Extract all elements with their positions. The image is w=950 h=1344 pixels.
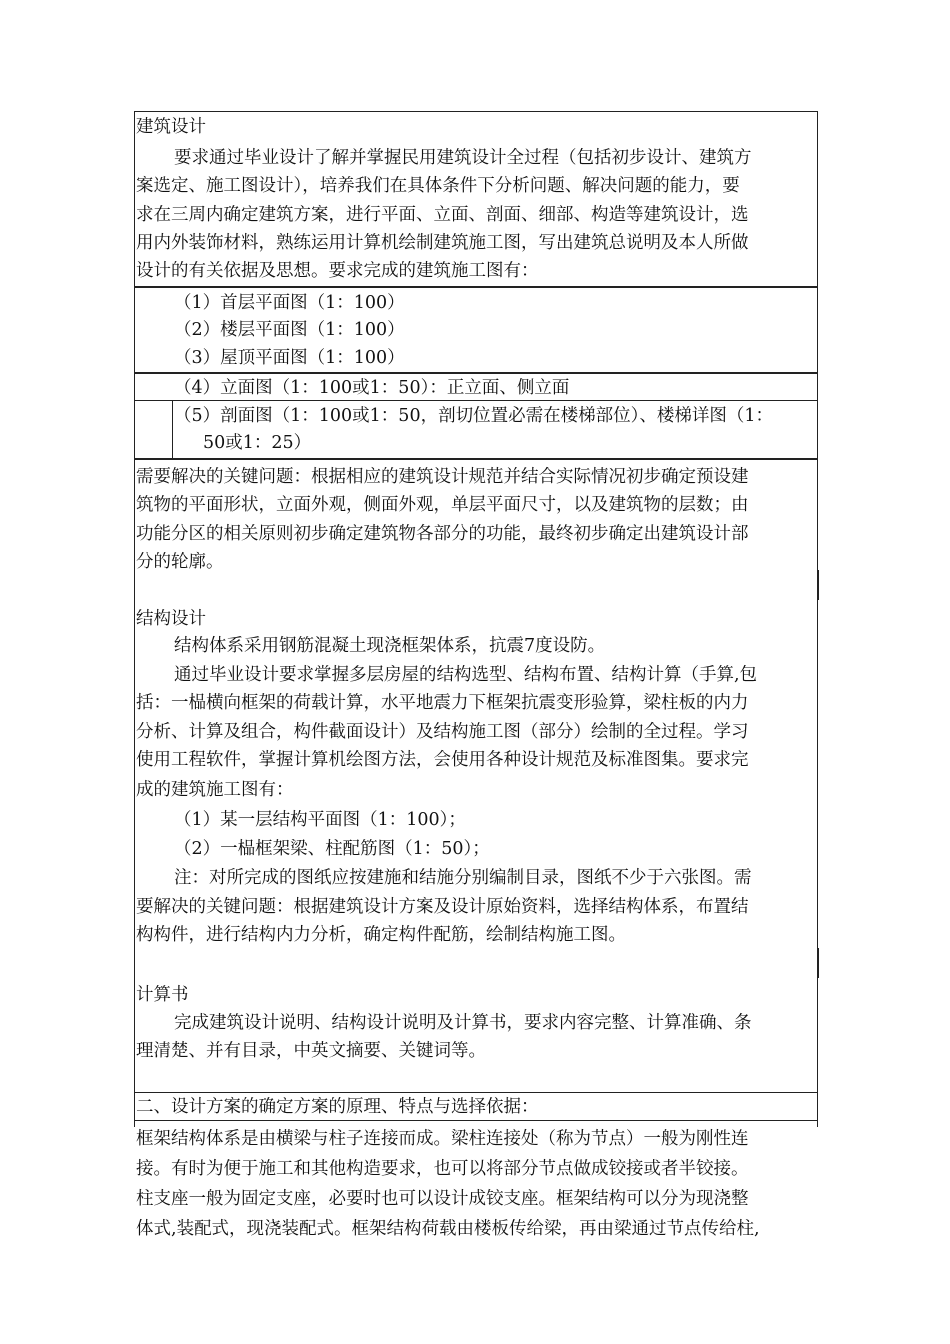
struct-line: （2）一榀框架梁、柱配筋图（1：50）；: [174, 839, 490, 859]
arch-key-line: 分的轮廓。: [136, 552, 224, 572]
rule-item5-left: [172, 400, 173, 458]
arch-item: （5）剖面图（1：100或1：50，剖切位置必需在楼梯部位）、楼梯详图（1：: [174, 406, 773, 426]
rule-items-top: [134, 286, 818, 288]
body-line: 柱支座一般为固定支座，必要时也可以设计成铰支座。框架结构可以分为现浇整: [136, 1189, 749, 1209]
struct-line: 成的建筑施工图有：: [136, 780, 294, 800]
arch-para-line: 案选定、施工图设计），培养我们在具体条件下分析问题、解决问题的能力，要: [136, 176, 740, 196]
body-line: 接。有时为便于施工和其他构造要求，也可以将部分节点做成铰接或者半铰接。: [136, 1159, 749, 1179]
struct-line: 要解决的关键问题：根据建筑设计方案及设计原始资料，选择结构体系，布置结: [136, 897, 749, 917]
rule-mark-a: [817, 570, 819, 600]
arch-para-line: 要求通过毕业设计了解并掌握民用建筑设计全过程（包括初步设计、建筑方: [174, 148, 752, 168]
arch-title: 建筑设计: [136, 117, 206, 137]
rule-left: [134, 111, 135, 1127]
arch-item: （1）首层平面图（1：100）: [174, 293, 405, 313]
arch-para-line: 用内外装饰材料，熟练运用计算机绘制建筑施工图，写出建筑总说明及本人所做: [136, 233, 749, 253]
struct-line: 使用工程软件，掌握计算机绘图方法，会使用各种设计规范及标准图集。要求完: [136, 750, 749, 770]
arch-key-line: 功能分区的相关原则初步确定建筑物各部分的功能，最终初步确定出建筑设计部: [136, 524, 749, 544]
arch-key-line: 筑物的平面形状，立面外观，侧面外观，单层平面尺寸，以及建筑物的层数；由: [136, 495, 749, 515]
rule-section2-top: [134, 1092, 818, 1093]
calc-title: 计算书: [136, 985, 189, 1005]
arch-para-line: 求在三周内确定建筑方案，进行平面、立面、剖面、细部、构造等建筑设计，选: [136, 205, 749, 225]
calc-line: 理清楚、并有目录，中英文摘要、关键词等。: [136, 1041, 486, 1061]
body-line: 体式,装配式，现浇装配式。框架结构荷载由楼板传给梁，再由梁通过节点传给柱,: [136, 1219, 760, 1239]
rule-item4-top: [134, 372, 818, 374]
arch-item: （2）楼层平面图（1：100）: [174, 320, 405, 340]
struct-line: 构构件，进行结构内力分析，确定构件配筋，绘制结构施工图。: [136, 925, 626, 945]
struct-line: 分析、计算及组合，构件截面设计）及结构施工图（部分）绘制的全过程。学习: [136, 722, 749, 742]
rule-key-top: [134, 458, 818, 460]
arch-para-line: 设计的有关依据及思想。要求完成的建筑施工图有：: [136, 261, 539, 281]
rule-section2-bottom: [134, 1120, 818, 1121]
rule-mark-b: [817, 948, 819, 978]
struct-line: 通过毕业设计要求掌握多层房屋的结构选型、结构布置、结构计算（手算,包: [174, 665, 758, 685]
rule-item4-bottom: [134, 400, 818, 401]
struct-line: 括：一榀横向框架的荷载计算，水平地震力下框架抗震变形验算，梁柱板的内力: [136, 693, 749, 713]
struct-line: 注：对所完成的图纸应按建施和结施分别编制目录，图纸不少于六张图。需: [174, 868, 752, 888]
rule-top: [134, 111, 818, 112]
arch-item: （4）立面图（1：100或1：50）：正立面、侧立面: [174, 378, 570, 398]
struct-line: 结构体系采用钢筋混凝土现浇框架体系，抗震7度设防。: [174, 636, 606, 656]
struct-title: 结构设计: [136, 609, 206, 629]
section2-heading: 二、设计方案的确定方案的原理、特点与选择依据：: [136, 1097, 539, 1117]
calc-line: 完成建筑设计说明、结构设计说明及计算书，要求内容完整、计算准确、条: [174, 1013, 752, 1033]
arch-item: 50或1：25）: [203, 433, 312, 453]
body-line: 框架结构体系是由横梁与柱子连接而成。梁柱连接处（称为节点）一般为刚性连: [136, 1129, 749, 1149]
arch-key-line: 需要解决的关键问题：根据相应的建筑设计规范并结合实际情况初步确定预设建: [136, 467, 749, 487]
struct-line: （1）某一层结构平面图（1：100）；: [174, 810, 466, 830]
arch-item: （3）屋顶平面图（1：100）: [174, 348, 405, 368]
